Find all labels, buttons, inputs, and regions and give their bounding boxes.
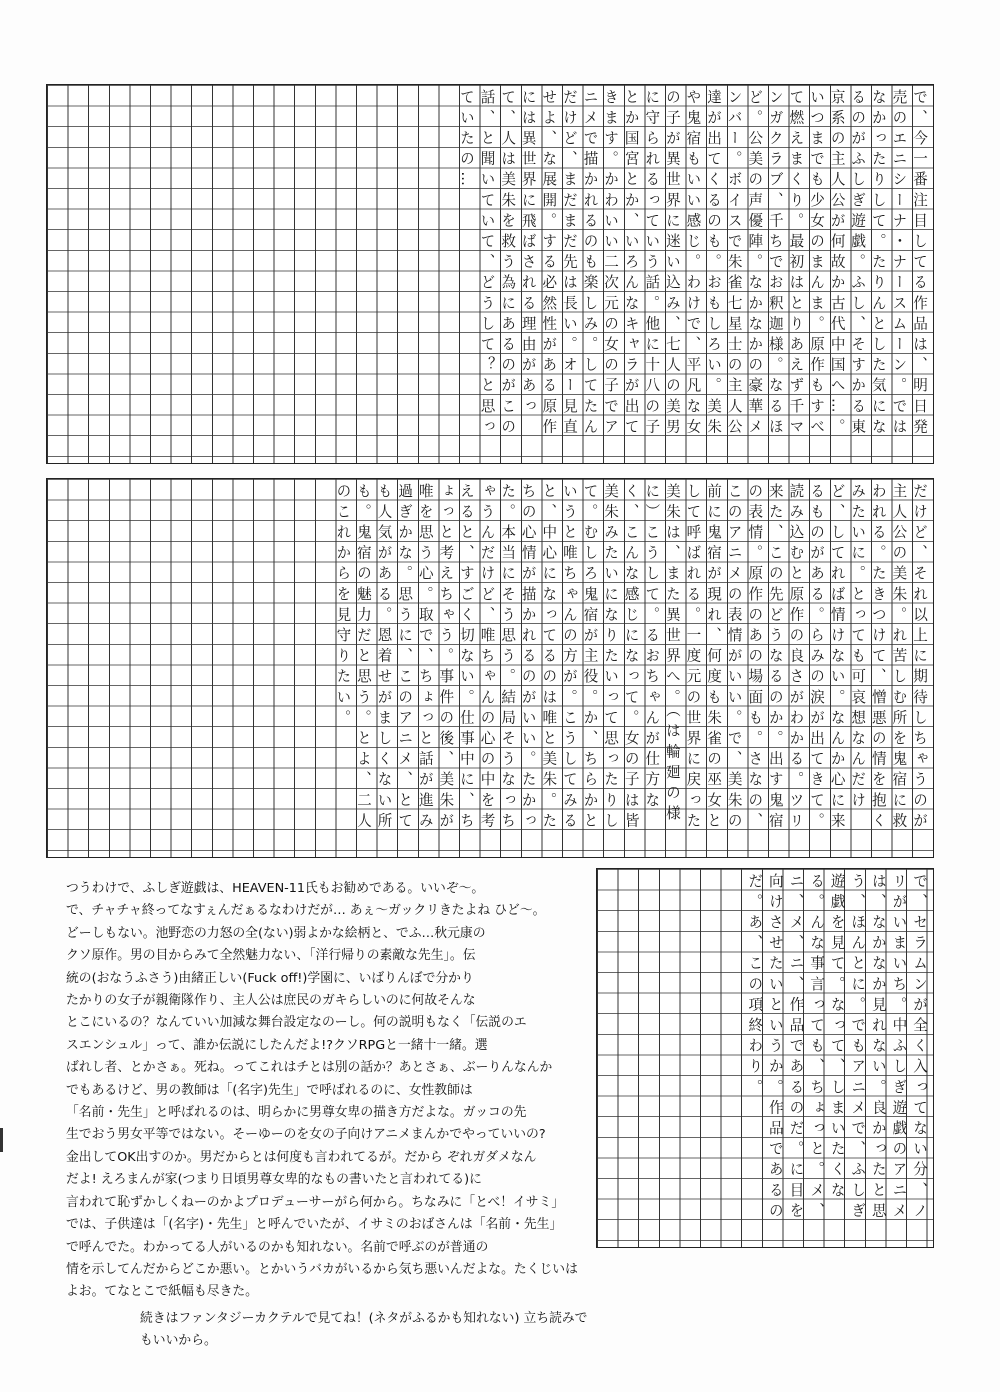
note-line: 言われて恥ずかしくねーのかよプロデューサーがら何から。ちなみに「とべ！イサミ」 (66, 1194, 565, 1210)
binder-mark (0, 1128, 3, 1152)
note-line: ばれし者、とかさぁ。死ね。ってこれはチとは別の話か？あとさぁ、ぶーりんなんか (66, 1060, 553, 1076)
note-line: 生でおう男女平等ではない。そーゆーのを女の子向けアニメまんかでやっていいの? (66, 1127, 546, 1143)
manuscript-text-middle: だけど、それ以上に期待しちゃうのが主人公の美朱。れ苦しむ所を鬼宿に救われる。たきつけて、憎悪の情を抱くみたいに。とっても可哀想なんだけど、してれば情けない。なんか心に来るものがある。らみの涙が出てきて。読み込むと原作の良さがわかる。ツリ来た、この先どうなるのか。出す鬼宿の表情。原作のあの場面も。さなの、このアニメの表情がいい。で、美朱の前に鬼宿が現れ、何度も朱雀の巫女として呼ばれる。一度元の世界に戻った美朱は、また異世界へ。（は輪廻の様に）こうして。るおちゃんが仕方なく、こんな感じになって。女の子は皆美朱みたいになりたいって思ったりして。むしろ鬼宿が主役。か、ちらかというと唯ちゃんの方が。こうしてみると、中心になってるのは唯と美朱。たちの心情が描かれるのがいい。たかった。本当にそう思う。結局そうなっちゃうんだけど、唯ちゃんの心の中を考えると、すごく切ない。仕事中に、ちょっと考えちゃう。事件の後、美朱が唯を思う心。取で、ちょっと話が進み過ぎかな。思うに、このアニメ、とても人気がある。恩着せがましくない所も。鬼宿の魅力だと思う。とよ、二人のこれからを見守りたい。 (334, 483, 928, 834)
note-line: 金出してOK出すのか。男だからとは何度も言われてるが。だから ぞれガダメなん (66, 1149, 537, 1165)
note-closing-line: 続きはファンタジーカクテルで見てね！(ネタがふるかも知れない) 立ち読みでもいいから。 (140, 1310, 588, 1349)
note-line: で呼んでた。わかってる人がいるのかも知れない。名前で呼ぶのが普通の (66, 1239, 489, 1255)
note-line: だよ! えろまんが家(つまり日頃男尊女卑的なもの書いたと言われてる)に (66, 1172, 482, 1188)
manuscript-text-top: で、今一番注目してる作品は、明日発売のエニシーナ・ナースムーン。ではなかったりして。たりんとした気になるのがふしぎ遊戯。ふし、そすかる東京系の主人公が何故か古代中国へ…。いつまでも少女のまんま。原作もすべて燃えまくり。最初はとりあえず千マンガクラブ、千ちでお釈迦様。なるほど。公美の声優陣。なかなかの豪華メンバー。ボイスで朱雀七星士の主人公達が出てくるのも。おもしろい。美朱や鬼宿もいい感じ。わけで、平凡な女の子が異世界に迷い込み、七人の美男に守られるっていう話。他に十八の子とか国宮とか、いろんなキャラが出てきます。かわいい二次元の女の子でアニメで描かれるのも楽しみ。してたんだけど、まだまだ先は長い。オー見直せよ、な展開。する必然性がある原作には異世界に飛ばされる理由があって、人は美朱を救う為にあるのがこの話、と聞いていて、どうして？と思っていたの… (457, 89, 928, 440)
note-line: で、チャチャ終ってなすぇんだぁるなわけだが… あぇ〜ガックリきたよね ひど〜。 (66, 903, 546, 919)
manuscript-grid-small (596, 868, 934, 1248)
note-line: では、子供達は「(名字)・先生」と呼んでいたが、イサミのおばさんは「名前・先生」 (66, 1217, 563, 1233)
note-line: クソ原作。男の目からみて全然魅力ない、「洋行帰りの素敵な先生」。伝 (66, 948, 476, 964)
note-line: たかりの女子が親衛隊作り、主人公は庶民のガキらしいのに何故そんな (66, 993, 476, 1009)
note-line: スエンシュル」って、誰か伝説にしたんだよ!?クソRPGと一緒十一緒。選 (66, 1037, 488, 1053)
manuscript-grid-middle (46, 478, 934, 858)
manuscript-text-small: で、セラムンが全く入ってない分、ノリがいまいち。中ふしぎ遊戯のアニメは、なかなか見れない。良かったと思う、ほんとに。でもアニメで、ふしぎ遊戯を見て。なって、しまいたくなる。んな事言っても、ちょっと。メ、ニ、メ、ニ、作品であるのだ。に目を向けさせたいというか。作品であるのだ。あ、この項終わり。 (746, 873, 928, 1224)
note-line: とこにいるの？なんていい加減な舞台設定なのーし。何の説明もなく「伝説のエ (66, 1015, 527, 1031)
note-line: 統の(おなうふさう)由緒正しい(Fuck off!)学園に、いばりんぼで分かり (66, 970, 474, 986)
note-line: 情を示してんだからどこか悪い。とかいうバカがいるから気ち悪いんだよな。たくじいはよお。てなとこで紙幅も尽きた。 (66, 1261, 578, 1300)
note-line: でもあるけど、男の教師は「(名字)先生」で呼ばれるのに、女性教師は (66, 1082, 473, 1098)
note-line: 「名前・先生」と呼ばれるのは、明らかに男尊女卑の描き方だよな。ガッコの先 (66, 1105, 527, 1121)
note-line: つうわけで、ふしぎ遊戯は、HEAVEN-11氏もお勧めである。いいぞ〜。 (66, 881, 485, 896)
note-line: どーしもない。池野恋の力怒の全(ない)弱よかな絵柄と、でふ…秋元康の (66, 925, 486, 941)
manuscript-grid-top (46, 84, 934, 464)
handwritten-note (66, 878, 590, 1349)
